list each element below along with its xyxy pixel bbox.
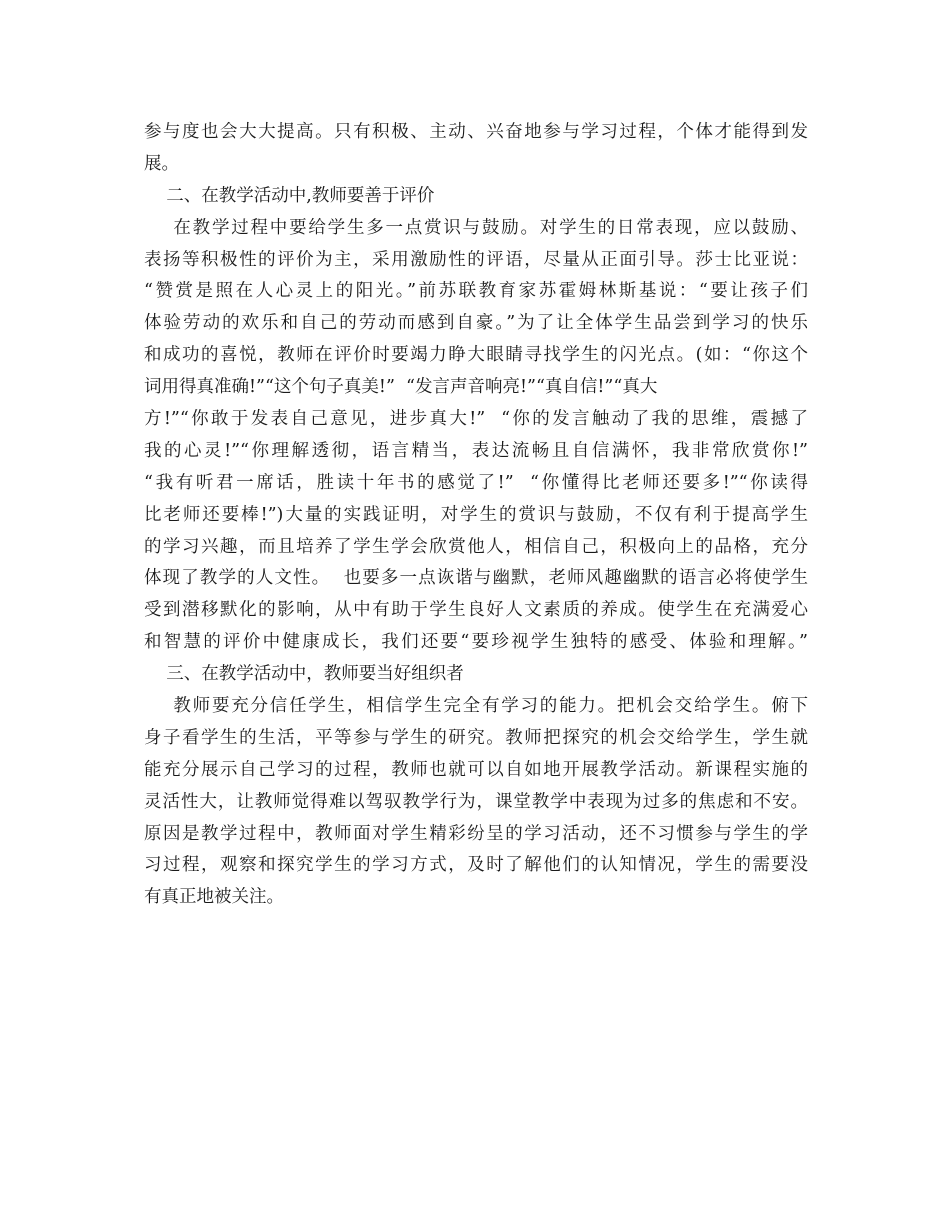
section-heading-2: 二、在教学活动中,教师要善于评价	[144, 185, 435, 206]
body-line-23: 原因是教学过程中，教师面对学生精彩纷呈的学习活动，还不习惯参与学生的学	[144, 823, 808, 844]
body-line-9: 词用得真准确!”“这个句子真美!” “发言声音响亮!”“真自信!”“真大	[144, 377, 658, 398]
body-line-15: 体现了教学的人文性。 也要多一点诙谐与幽默，老师风趣幽默的语言必将使学生	[144, 568, 808, 589]
body-line-12: “我有听君一席话，胜读十年书的感觉了!” “你懂得比老师还要多!”“你读得	[144, 472, 808, 493]
body-line-17: 和智慧的评价中健康成长，我们还要“要珍视学生独特的感受、体验和理解。”	[144, 632, 808, 653]
body-line-8: 和成功的喜悦，教师在评价时要竭力睁大眼睛寻找学生的闪光点。(如：“你这个	[144, 345, 808, 366]
body-line-22: 灵活性大，让教师觉得难以驾驭教学行为，课堂教学中表现为过多的焦虑和不安。	[144, 791, 808, 812]
body-line-1: 参与度也会大大提高。只有积极、主动、兴奋地参与学习过程，个体才能得到发	[144, 122, 808, 142]
body-line-2: 展。	[144, 153, 179, 174]
body-line-14: 的学习兴趣，而且培养了学生学会欣赏他人，相信自己，积极向上的品格，充分	[144, 536, 808, 557]
body-line-6: “赞赏是照在人心灵上的阳光。”前苏联教育家苏霍姆林斯基说：“要让孩子们	[144, 281, 808, 302]
body-line-7: 体验劳动的欢乐和自己的劳动而感到自豪。”为了让全体学生品尝到学习的快乐	[144, 313, 808, 334]
document-body	[144, 117, 808, 914]
body-line-20: 身子看学生的生活，平等参与学生的研究。教师把探究的机会交给学生，学生就	[144, 727, 808, 748]
body-line-25: 有真正地被关注。	[144, 887, 284, 908]
body-line-13: 比老师还要棒!”)大量的实践证明，对学生的赏识与鼓励，不仅有利于提高学生	[144, 504, 808, 525]
body-line-19: 教师要充分信任学生，相信学生完全有学习的能力。把机会交给学生。俯下	[144, 696, 808, 717]
body-line-10: 方!”“你敢于发表自己意见，进步真大!” “你的发言触动了我的思维，震撼了	[144, 409, 808, 430]
body-line-21: 能充分展示自己学习的过程，教师也就可以自如地开展教学活动。新课程实施的	[144, 759, 808, 780]
section-heading-3: 三、在教学活动中，教师要当好组织者	[144, 664, 464, 685]
body-line-16: 受到潜移默化的影响，从中有助于学生良好人文素质的养成。使学生在充满爱心	[144, 600, 808, 621]
body-line-24: 习过程，观察和探究学生的学习方式，及时了解他们的认知情况，学生的需要没	[144, 855, 808, 876]
body-line-11: 我的心灵!”“你理解透彻，语言精当，表达流畅且自信满怀，我非常欣赏你!”	[144, 440, 808, 461]
body-line-4: 在教学过程中要给学生多一点赏识与鼓励。对学生的日常表现，应以鼓励、	[144, 217, 808, 238]
body-line-5: 表扬等积极性的评价为主，采用激励性的评语，尽量从正面引导。莎士比亚说：	[144, 249, 808, 270]
